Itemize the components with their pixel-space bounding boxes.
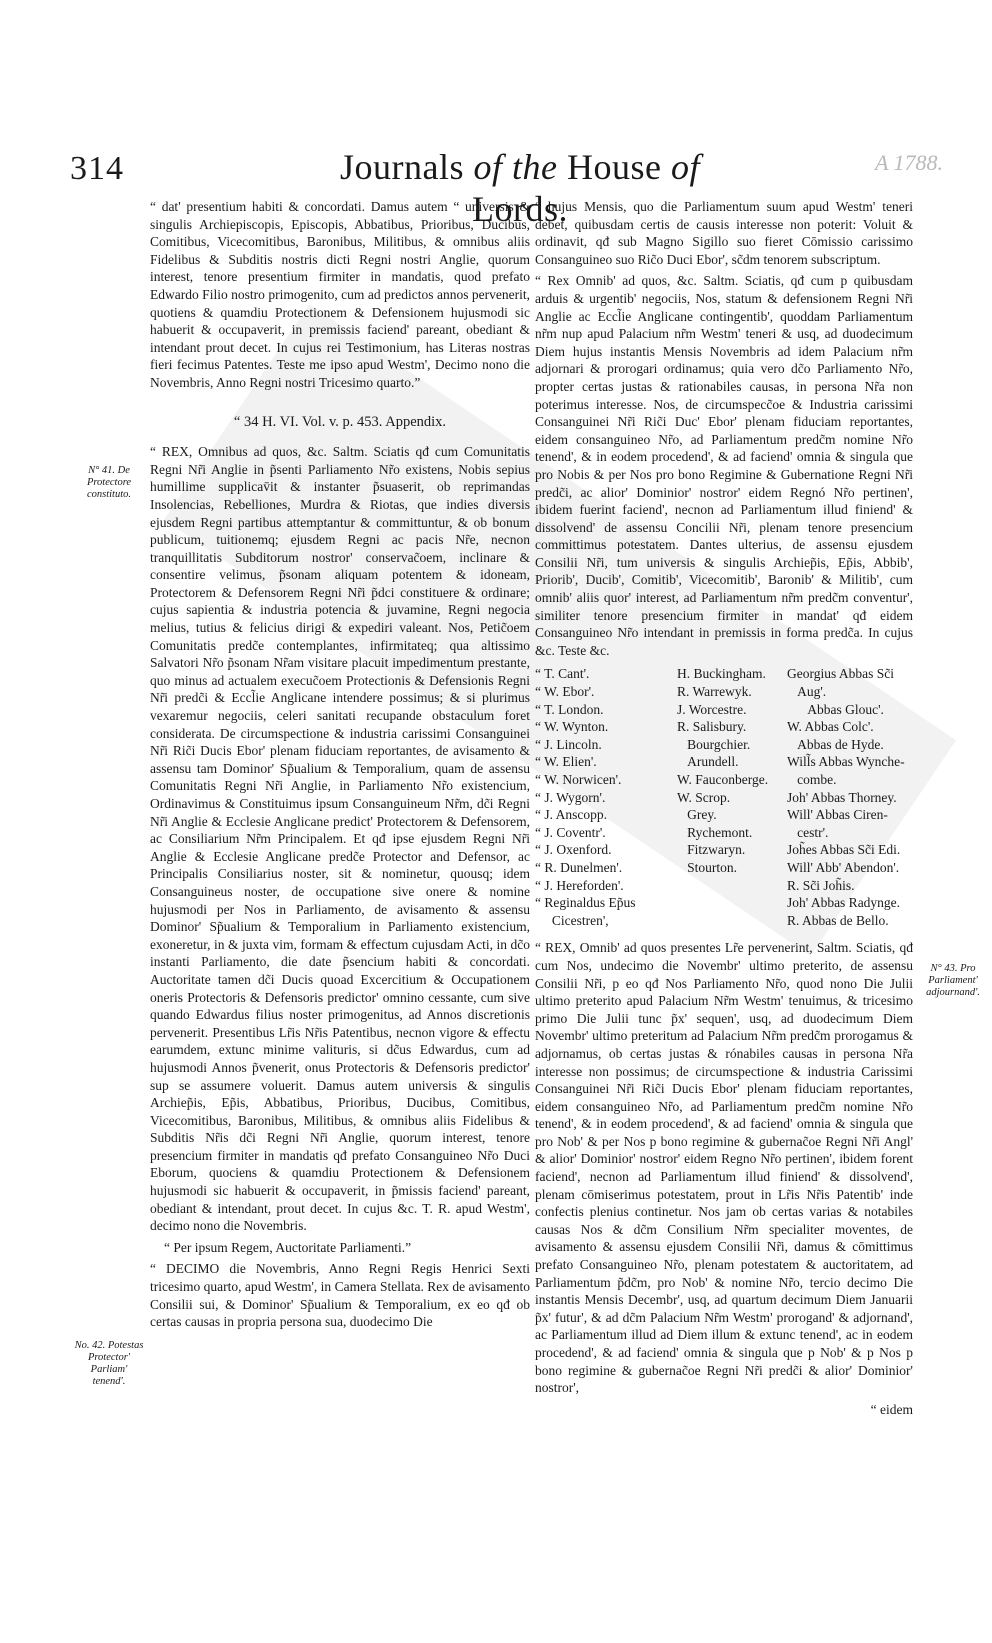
left-paragraph-2: “ REX, Omnibus ad quos, &c. Saltm. Sciatis qđ cum Comunitatis Regni Nr̃i Anglie in p̃senti Parliamento Nr̃o existens, Nobis sepius humillime supplicav̄it & instanter p̃suaserit, ob reprimandas Insolencias, Rebelliones, Murdra & Riotas, que indies diversis ejusdem Regni partibus attemptantur & committuntur, & ob bonum publicum, tuitionemq; ejusdem Regni ac pacis Nr̃e, necnon tranquillitatis Subditorum nostror' conservac̃oem, inclinare & consentire velimus, p̃sonam aliquam potentem & idoneam, Protectorem & Defensorem Regni Nr̃i p̃dci constituere & ordinare; cujus sapientia & industria potencia & juvamine, Regni negocia melius, tutius & felicius dirigi & expediri valeant. Nos, Petic̃oem Comunitatis predc̃e contemplantes, infirmitateq; qua altissimo Salvatori Nr̃o p̃sonam Nr̃am visitare placuit impedimentum prestante, quo minus ad actualem execuc̃oem Protectionis & Defensionis Regni Nr̃i predc̃i & Eccl̃ie Anglicane intendere possimus; & si plurimus vexaremur negociis, celeri sanitati recupande obstaculum foret considerata. De circumspectione & industria carissimi Consanguinei Nr̃i Ric̃i Ducis Ebor' plenam fiduciam reportantes, de avisamento & assensu tam Dominor' Sp̃ualium & Temporalium, quam de assensu Comunitatis Regni Nr̃i Anglie, in Parliamento Nr̃o existencium, Ordinavimus & Constituimus ipsum Consanguineum Nr̃m, dc̃i Regni Nr̃i Anglie & Ecclesie Anglicane predict' Protectorem & Defensorem, ac Consiliarium Nr̃m Principalem. Et qđ ipse ejusdem Regni Nr̃i Anglie & Ecclesie Anglicane predc̃e Protector and Defensor, ac Principalis Consiliarius noster, sit & nominetur, quousq; idem Consanguineus noster, de occupatione sive onere & nomine hujusmodi per Nos in Parliamento, de avisamento & assensu Dominor' Sp̃ualium & Temporalium in Parliamento existencium, exoneretur, in & juxta vim, formam & effectum cujusdam Acti, in dc̃o instanti Parliamento, die date p̃sencium habiti & concordati. Auctoritate tamen dc̃i Ducis quoad Excercitium & Occupationem oneris Protectoris & Defensoris predictor' omnino cessante, cum sive quando Edwardus filius noster primogenitus, ad Annos discretionis pervenerit. Presentibus Lr̃is Nr̃is Patentibus, necnon vigore & effectu earumdem, extunc minime valituris, si dc̃us Edwardus, cum ad hujusmodi Annos p̃venerit, onus Protectoris & Defensoris predictor' sup se assumere voluerit. Damus autem universis & singulis Archiep̃is, Ep̃is, Abbatibus, Prioribus, Ducibus, Comitibus, Vicecomitibus, Baronibus, Militibus, & omnibus aliis Fidelibus & Subditis Nr̃is dc̃i Regni Nr̃i Anglie, quorum interest, tenore presencium firmiter in mandatis qđ prefato Consanguineo Nr̃o Duci Eborum, quociens & quamdiu Protectionem & Defensionem hujusmodi sic habuerit & occupaverit, in p̃missis faciend' pareant, obediant & intendant, prout decet. In cujus &c. T. R. apud Westm', decimo nono die Novembris. (150, 444, 530, 1234)
right-column (535, 198, 913, 1418)
title-word-of: of (670, 147, 700, 187)
title-word-journals: Journals (340, 147, 464, 187)
margin-note-42: No. 42. Potestas Protector' Parliam' tenend'. (74, 1340, 144, 1387)
page-number: 314 (70, 150, 124, 187)
right-paragraph-2: “ Rex Omnib' ad quos, &c. Saltm. Sciatis, qđ cum p quibusdam arduis & urgentib' negociis, Nos, statum & defensionem Regni Nr̃i Anglie ac Eccl̃ie Anglicane contingentib', quoddam Parliamentum nr̃m nup apud Palacium nr̃m Westm' teneri & usq, ad duodecimum Diem hujus instantis Mensis Novembris ad idem Palacium nr̃m adjornari & prorogari ordinamus; quia vero dc̃o Parliamento Nr̃o, propter certas justas & rationabiles causas, in persona Nr̃a non poterimus interesse. Nos, de circumspecc̃oe & Industria carissimi Consanguinei Nr̃i Ric̃i Duc' Ebor' plenam fiduciam reportantes, eidem consanguineo Nr̃o, ad Parliamentum predc̃m nomine Nr̃o tenend', & in eodem procedend', & ad faciend' omnia & singula que pro Nobis & per Nos pro bono Regimine & Gubernatione Regni Nr̃i predc̃i, ac alior' Dominior' nostror' eidem Regnó Nr̃o pertinen', ibidem fuerint faciend', necnon ad Parliamentum illud finiend' & dissolvend' de assensu Concilii Nr̃i, plenam tenore presencium committimus potestatem. Dantes ulterius, de assensu ejusdem Consilii Nr̃i, tum universis & singulis Archiep̃is, Ep̃is, Abbib', Priorib', Ducib', Comitib', Vicecomitib', Baronib' & Militib', cum omnib' aliis quor' interest, ad Parliamentum nr̃m predc̃m conventur', similiter tenore presencium firmiter in mandat' qđ eidem Consanguineo Nr̃o intendant in premissis in forma predc̃a. In cujus &c. Teste &c. (535, 273, 913, 658)
left-paragraph-1: “ dat' presentium habiti & concordati. Damus autem “ universis & singulis Archiepiscopis, Episcopis, Abbatibus, Prioribus, Ducibus, Comitibus, Vicecomitibus, Baronibus, Militibus, & omnibus aliis Fidelibus & Subditis nostris dicti Regni nostri Anglie, quorum interest, tenore presentium firmiter in mandatis, quod prefato Edwardo Filio nostro primogenito, cum ad predictos annos pervenerit, quotiens & quamdiu Protectionem & Defensionem hujusmodi sic habuerit & occupaverit, in premissis faciend' pareant, obediant & intendant prout decet. In cujus rei Testimonium, has Literas nostras fieri fecimus Patentes. Teste me ipso apud Westm', Decimo nono die Novembris, Anno Regni nostri Tricesimo quarto.” (150, 199, 530, 390)
margin-note-41: N° 41. De Protectore constituto. (86, 465, 132, 500)
title-word-house: House (566, 147, 662, 187)
left-column (150, 198, 530, 1335)
title-word-of-the: of the (473, 147, 558, 187)
witness-list (535, 665, 913, 929)
right-paragraph-1: “ hujus Mensis, quo die Parliamentum suum apud Westm' teneri debet, quibusdam certis de causis interesse non poterit: Voluit & ordinavit, qđ sub Magno Sigillo suo fieret Cōmissio carissimo Consanguineo suo Ric̃o Duci Ebor', sc̃dm tenorem subscriptum. (535, 199, 913, 267)
witness-column-1: “ T. Cant'. “ W. Ebor'. “ T. London. “ W. Wynton. “ J. Lincoln. “ W. Elien'. “ W. Norwicen'. “ J. Wygorn'. “ J. Anscopp. “ J. Coventr'. “ J. Oxenford. “ R. Dunelmen'. “ J. Hereforden'. “ Reginaldus Ep̃us Cicestren', (535, 666, 636, 928)
title-word-lords: Lords. (472, 189, 568, 229)
witness-column-2: H. Buckingham. R. Warrewyk. J. Worcestre. R. Salisbury. Bourgchier. Arundell. W. Fauconberge. W. Scrop. Grey. Rychemont. Fitzwaryn. Stourton. (677, 666, 769, 875)
catchword: “ eidem (870, 1401, 913, 1417)
left-paragraph-4: “ DECIMO die Novembris, Anno Regni Regis Henrici Sexti tricesimo quarto, apud Westm', in Camera Stellata. Rex de avisamento Consilii sui, & Dominor' Sp̃ualium & Temporalium, ex eo qđ ob certas causas in propria persona sua, duodecimo Die (150, 1261, 530, 1330)
handwritten-annotation: A 1788. (875, 150, 944, 175)
margin-note-43: N° 43. Pro Parliament' adjournand'. (926, 963, 980, 998)
left-paragraph-3: “ Per ipsum Regem, Auctoritate Parliamenti.” (164, 1239, 412, 1255)
section-heading: “ 34 H. VI. Vol. v. p. 453. Appendix. (233, 413, 447, 430)
witness-column-3: Georgius Abbas Sc̃i Aug'. Abbas Glouc'. W. Abbas Colc'. Abbas de Hyde. Will̃s Abbas Wynche- combe. Joh' Abbas Thorney. Will' Abbas Ciren- cestr'. Joh̃es Abbas Sc̃i Edi. Will' Abb' Abendon'. R. Sc̃i Joh̃is. Joh' Abbas Radynge. R. Abbas de Bello. (787, 666, 905, 928)
right-paragraph-3: “ REX, Omnib' ad quos presentes Lr̃e pervenerint, Saltm. Sciatis, qđ cum Nos, undecimo die Novembr' ultimo preterito, de assensu Consilii Nr̃i, p eo qđ Nos Parliamento Nr̃o, quod nono Die Julii ultimo preterito apud Palacium Nr̃m Westm' tenuimus, & tricesimo primo Die Julii tunc p̃x' sequen', usq, ad duodecimum Diem Novembr' ultimo preteritum ad Palacium Nr̃m predc̃m prorogamus & adjornamus, ob certas justas & rónabiles causas in persona Nr̃a interesse non possimus; de circumspectione & industria Carissimi Consanguinei Nr̃i Ric̃i Ducis Ebor' plenam fiduciam reportantes, eidem consanguineo Nr̃o, ad Parliamentum predc̃m nomine Nr̃o tenend', & in eodem procedend', & ad faciend' omnia & singula que pro Nob' & per Nos p bono regimine & gubernac̃oe Regni Nr̃i Angl' & alior' Dominior' nostror' eidem Regno Nr̃o pertinen', ibidem forent faciend', necnon ad Parliamentum illud finiend' & dissolvend', plenam cōmiserimus potestatem, prout in Lr̃is Nr̃is Patentib' inde confectis plenius continetur. Nos jam ob certas varias & notabiles causas Nos & dc̃m Consilium Nr̃m specialiter moventes, de avisamento & assensu ejusdem Consilii Nr̃i, damus & cōmittimus prefato Consanguineo Nr̃o, plenam potestatem & auctoritatem, ad Parliamentum p̃dc̃m, pro Nob' & nomine Nr̃o, tercio decimo Die instantis Mensis Decembr', usq, ad quartum decimum Diem Januarii p̃x' futur', & ad dc̃m Palacium Nr̃m Westm' prorogand' & adjornand', ac Parliamentum illud ad Diem illum & extunc tenend', ac in eodem procedend', & ad faciend' omnia & singula que p Nob' & p Nos p bono regimine & gubernac̃oe Regni Nr̃i predc̃i & alior' Dominior' nostror', (535, 940, 913, 1396)
